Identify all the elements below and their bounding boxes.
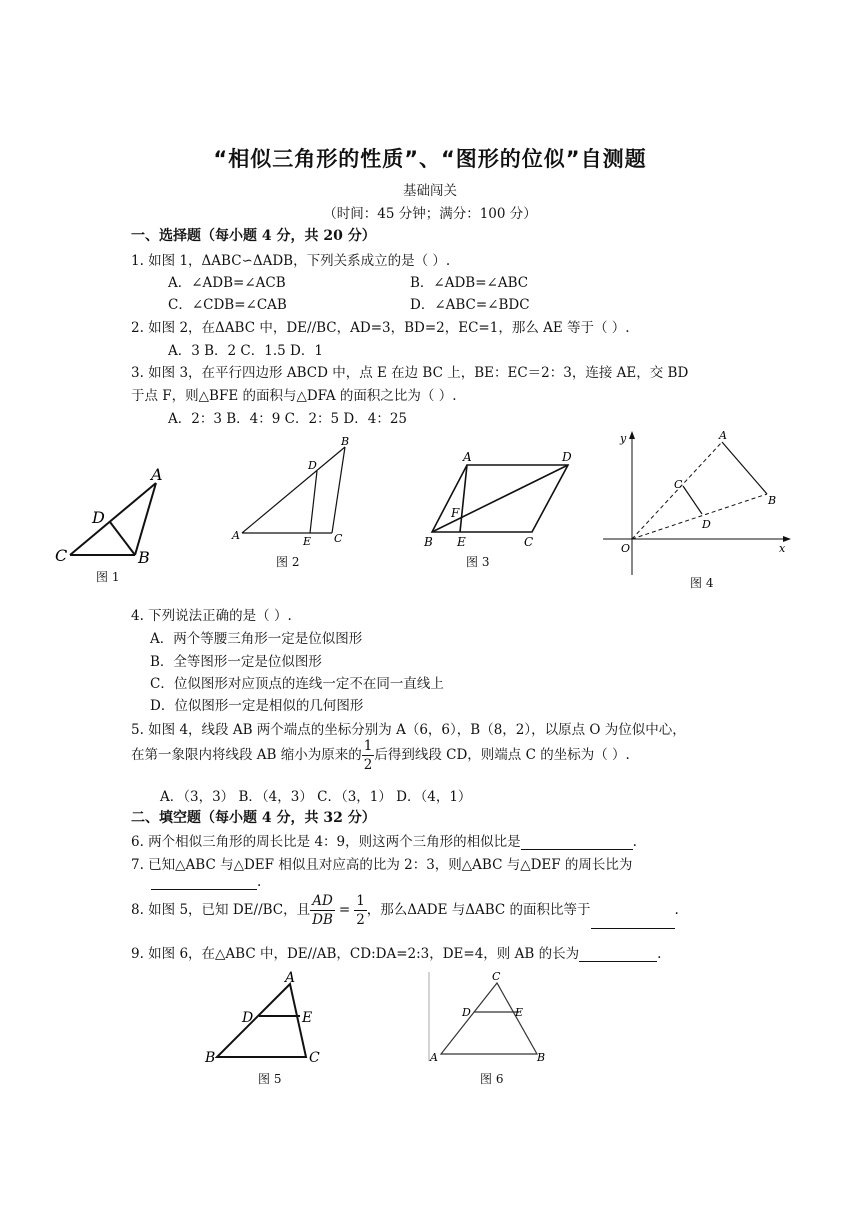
fig3-label-a: A	[463, 450, 472, 464]
question-5-stem-line1: 5. 如图 4，线段 AB 两个端点的坐标分别为 A（6，6），B（8，2），以原点 O 为位似中心，	[131, 722, 686, 738]
fig4-label-d: D	[702, 518, 711, 531]
figure-6-caption: 图 6	[480, 1072, 504, 1086]
fig5-label-c: C	[309, 1050, 320, 1066]
fig4-label-y: y	[620, 432, 627, 445]
fig4-label-x: x	[779, 542, 786, 555]
question-4-option-c: C．位似图形对应顶点的连线一定不在同一直线上	[150, 676, 444, 692]
question-5-line2-post: 后得到线段 CD，则端点 C 的坐标为（ ）.	[374, 747, 630, 763]
fig5-label-a: A	[285, 970, 296, 986]
question-5-fraction-numerator: 1	[363, 738, 373, 754]
fig5-label-b: B	[205, 1050, 216, 1066]
fig2-label-a: A	[232, 529, 240, 542]
question-1-stem: 1. 如图 1，ΔABC∽ΔADB，下列关系成立的是（ ）.	[131, 253, 451, 269]
question-7-stem: 7. 已知△ABC 与△DEF 相似且对应高的比为 2：3，则△ABC 与△DEF 的周长比为	[131, 857, 633, 873]
figure-2-diagram	[228, 435, 358, 550]
question-9-period: .	[657, 946, 662, 962]
fig1-label-d: D	[92, 508, 105, 527]
fig2-label-c: C	[334, 532, 343, 545]
question-1-option-c: C．∠CDB=∠CAB	[168, 297, 287, 313]
fig4-label-o: O	[621, 542, 631, 555]
question-8-fraction-numerator: AD	[310, 892, 335, 911]
question-5-fraction	[362, 737, 375, 774]
fig4-label-a: A	[719, 429, 727, 442]
fig3-label-f: F	[451, 506, 460, 520]
question-8-period: .	[674, 902, 679, 918]
figure-5-caption: 图 5	[258, 1072, 282, 1086]
question-2-options: A．3 B．2 C．1.5 D．1	[168, 343, 323, 359]
question-6	[131, 830, 637, 850]
question-8-post: ，那么ΔADE 与ΔABC 的面积比等于	[366, 902, 591, 918]
question-8-fraction-half	[354, 892, 367, 929]
fig2-label-e: E	[303, 535, 312, 548]
question-5-line2-pre: 在第一象限内将线段 AB 缩小为原来的	[131, 747, 362, 763]
time-info: （时间：45 分钟；满分：100 分）	[323, 206, 537, 222]
question-3-stem-line2: 于点 F，则△BFE 的面积与△DFA 的面积之比为（ ）.	[131, 388, 457, 404]
figure-4-caption: 图 4	[690, 576, 714, 590]
question-3-options: A．2：3 B．4：9 C．2：5 D．4：25	[168, 411, 407, 427]
question-8-half-denominator: 2	[356, 912, 365, 928]
question-1-option-d: D．∠ABC=∠BDC	[410, 297, 530, 313]
figure-5-diagram	[203, 968, 333, 1068]
page-title: “相似三角形的性质”、“图形的位似”自测题	[213, 147, 647, 171]
question-4-option-b: B．全等图形一定是位似图形	[150, 654, 322, 670]
fig6-label-a: A	[430, 1051, 438, 1064]
question-8-equals: =	[338, 902, 351, 918]
fig5-label-e: E	[302, 1010, 313, 1026]
question-8-answer-blank[interactable]	[591, 914, 675, 929]
fig4-label-b: B	[768, 494, 777, 507]
question-8	[131, 892, 679, 929]
fig6-label-e: E	[515, 1006, 524, 1019]
figure-4-diagram	[595, 428, 795, 578]
fig4-label-c: C	[674, 478, 683, 491]
question-8-half-numerator: 1	[356, 893, 365, 909]
fig1-label-c: C	[55, 546, 68, 565]
fig2-label-d: D	[308, 459, 317, 472]
figure-1-diagram	[50, 465, 170, 565]
question-1-option-a: A．∠ADB=∠ACB	[168, 275, 286, 291]
figure-6-diagram	[424, 966, 554, 1066]
fig3-label-d: D	[562, 450, 572, 464]
question-3-stem-line1: 3. 如图 3，在平行四边形 ABCD 中，点 E 在边 BC 上，BE：EC＝2：3，连接 AE，交 BD	[131, 365, 689, 381]
question-9-stem: 9. 如图 6，在△ABC 中，DE//AB，CD:DA=2:3，DE=4，则 AB 的长为	[131, 946, 580, 962]
fig3-label-e: E	[457, 535, 466, 549]
question-5-fraction-denominator: 2	[363, 757, 373, 773]
section-choice-heading: 一、选择题（每小题 4 分，共 20 分）	[131, 228, 376, 244]
fig5-label-d: D	[242, 1010, 254, 1026]
question-6-answer-blank[interactable]	[521, 835, 633, 850]
question-4-option-d: D．位似图形一定是相似的几何图形	[150, 698, 364, 714]
question-8-fraction-denominator: DB	[312, 912, 333, 928]
figure-2-caption: 图 2	[276, 555, 300, 569]
figure-3-caption: 图 3	[466, 555, 490, 569]
question-8-pre: 8. 如图 5，已知 DE//BC，且	[131, 902, 311, 918]
question-5-options: A．（3，3） B．（4，3） C．（3，1） D．（4，1）	[160, 789, 472, 805]
fig6-label-b: B	[537, 1051, 546, 1064]
question-4-option-a: A．两个等腰三角形一定是位似图形	[150, 631, 363, 647]
question-7-period: .	[257, 874, 262, 890]
question-6-stem: 6. 两个相似三角形的周长比是 4：9，则这两个三角形的相似比是	[131, 834, 521, 850]
page-subtitle: 基础闯关	[403, 183, 457, 199]
question-6-period: .	[632, 834, 637, 850]
figure-3-diagram	[420, 445, 580, 555]
fig6-label-c: C	[492, 970, 501, 983]
fig6-label-d: D	[462, 1006, 471, 1019]
question-8-fraction-ad-db	[310, 892, 335, 929]
fig2-label-b: B	[341, 435, 350, 448]
fig1-label-a: A	[151, 465, 163, 484]
question-1-option-b: B．∠ADB=∠ABC	[410, 275, 529, 291]
fig3-label-c: C	[524, 535, 534, 549]
question-4-stem: 4. 下列说法正确的是（ ）.	[131, 608, 292, 624]
question-9-answer-blank[interactable]	[579, 947, 657, 962]
figure-1-caption: 图 1	[96, 570, 120, 584]
section-fill-heading: 二、填空题（每小题 4 分，共 32 分）	[131, 810, 376, 826]
question-7-answer-line	[151, 874, 261, 890]
fig1-label-b: B	[138, 548, 150, 565]
fig3-label-b: B	[424, 535, 433, 549]
question-9	[131, 942, 661, 962]
question-2-stem: 2. 如图 2，在ΔABC 中，DE//BC，AD=3，BD=2，EC=1，那么 AE 等于（ ）.	[131, 320, 630, 336]
question-7-answer-blank[interactable]	[151, 875, 257, 890]
question-5-stem-line2	[131, 737, 630, 774]
